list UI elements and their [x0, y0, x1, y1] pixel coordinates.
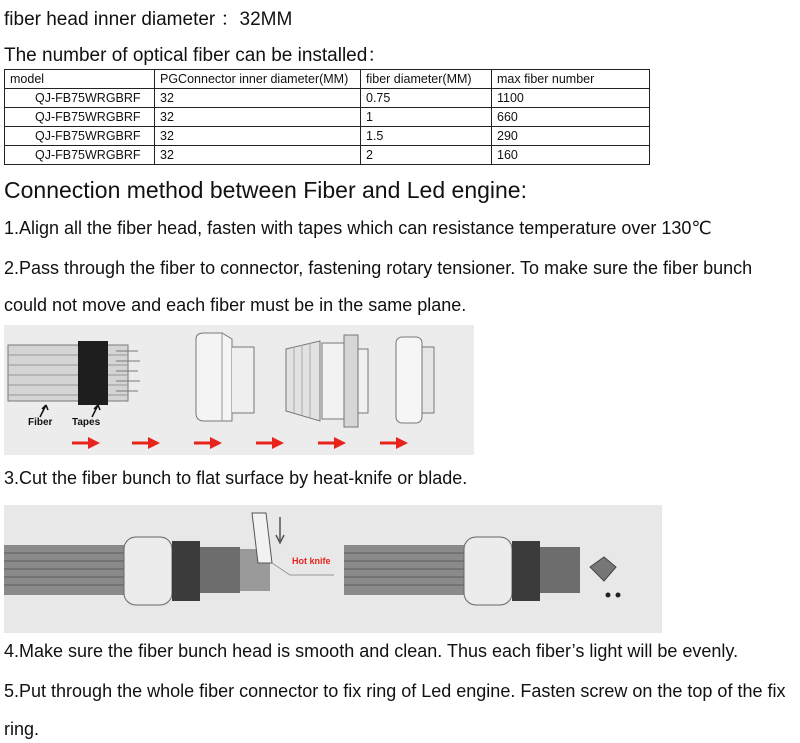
cell-connector-diameter: 32: [155, 127, 361, 146]
cell-connector-diameter: 32: [155, 89, 361, 108]
cell-max-fiber: 1100: [492, 89, 650, 108]
cell-connector-diameter: 32: [155, 108, 361, 127]
connector-right: [464, 537, 621, 605]
connection-method-heading: Connection method between Fiber and Led engine:: [4, 177, 527, 203]
cell-model: QJ-FB75WRGBRF: [5, 146, 155, 165]
cell-max-fiber: 660: [492, 108, 650, 127]
header-model: model: [5, 70, 155, 89]
threaded-body: [322, 335, 368, 427]
fiber-connector-parts-figure: [4, 325, 474, 455]
cell-model: QJ-FB75WRGBRF: [5, 127, 155, 146]
cell-model: QJ-FB75WRGBRF: [5, 89, 155, 108]
tape-band: [78, 341, 108, 405]
tapes-pointer: [92, 405, 100, 417]
step-5-text-line-2: ring.: [4, 719, 40, 739]
cell-model: QJ-FB75WRGBRF: [5, 108, 155, 127]
table-row: [5, 108, 650, 127]
cell-max-fiber: 290: [492, 127, 650, 146]
cell-max-fiber: 160: [492, 146, 650, 165]
rotary-tensioner: [286, 341, 320, 421]
arrow-icon: [318, 437, 346, 449]
connector-left: [124, 537, 270, 605]
tapes-label: Tapes: [72, 417, 101, 428]
fiber-connector-parts-illustration: [4, 325, 474, 455]
step-2-text-line-2: could not move and each fiber must be in the same plane.: [4, 295, 467, 315]
table-row: [5, 127, 650, 146]
step-4-text: 4.Make sure the fiber bunch head is smooth and clean. Thus each fiber’s light will be evenly.: [4, 641, 739, 661]
arrow-icon: [380, 437, 408, 449]
hot-knife-cutting-illustration: [4, 505, 662, 633]
hot-knife-cutting-figure: [4, 505, 662, 633]
table-header-row: [5, 70, 650, 89]
arrow-icon: [256, 437, 284, 449]
installable-fiber-text: The number of optical fiber can be installed：: [4, 45, 387, 66]
fix-ring: [396, 337, 434, 423]
arrow-icon: [72, 437, 100, 449]
header-fiber-diameter: fiber diameter(MM): [361, 70, 492, 89]
fiber-bundle: [8, 345, 140, 401]
header-max-fiber: max fiber number: [492, 70, 650, 89]
fiber-label: Fiber: [28, 417, 53, 428]
step-5-text-line-1: 5.Put through the whole fiber connector to fix ring of Led engine. Fasten screw on the top of the fix: [4, 681, 786, 701]
cell-fiber-diameter: 2: [361, 146, 492, 165]
cell-fiber-diameter: 0.75: [361, 89, 492, 108]
cell-fiber-diameter: 1.5: [361, 127, 492, 146]
step-3-text: 3.Cut the fiber bunch to flat surface by heat-knife or blade.: [4, 468, 468, 488]
fiber-pointer: [40, 405, 48, 417]
table-row: [5, 89, 650, 108]
cell-fiber-diameter: 1: [361, 108, 492, 127]
fiber-bunch-left: [4, 545, 144, 595]
step-2-text-line-1: 2.Pass through the fiber to connector, fastening rotary tensioner. To make sure the fiber bunch: [4, 258, 753, 278]
connector-cap: [196, 333, 254, 421]
step-arrows: [72, 437, 408, 449]
fiber-bunch-right: [344, 545, 484, 595]
arrow-icon: [194, 437, 222, 449]
fiber-spec-table: [4, 69, 650, 165]
fiber-head-diameter-text: fiber head inner diameter ：32MM: [4, 9, 293, 30]
header-connector-diameter: PGConnector inner diameter(MM): [155, 70, 361, 89]
cell-connector-diameter: 32: [155, 146, 361, 165]
step-1-text: 1.Align all the fiber head, fasten with tapes which can resistance temperature over 130℃: [4, 218, 712, 238]
arrow-icon: [132, 437, 160, 449]
hot-knife-label: Hot knife: [292, 556, 331, 566]
table-row: [5, 146, 650, 165]
